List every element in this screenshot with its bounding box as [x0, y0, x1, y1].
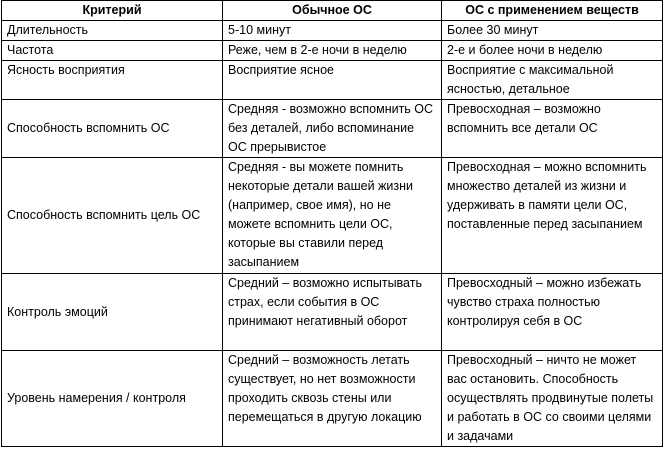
- normal-cell: Реже, чем в 2-е ночи в неделю: [223, 41, 442, 61]
- substance-cell: Превосходный – можно избежать чувство страха полностью контролируя себя в ОС: [442, 274, 663, 351]
- criterion-cell: Способность вспомнить цель ОС: [2, 158, 223, 274]
- substance-cell: Превосходный – ничто не может вас остановить. Способность осуществлять продвинутые полеты и работать в ОС со своими целями и задачами: [442, 351, 663, 447]
- criterion-cell: Уровень намерения / контроля: [2, 351, 223, 447]
- header-normal: Обычное ОС: [223, 1, 442, 21]
- header-substance: ОС с применением веществ: [442, 1, 663, 21]
- criterion-cell: Контроль эмоций: [2, 274, 223, 351]
- table-row: [2, 100, 663, 158]
- table-row: [2, 274, 663, 351]
- substance-cell: 2-е и более ночи в неделю: [442, 41, 663, 61]
- table-row: [2, 158, 663, 274]
- substance-cell: Восприятие с максимальной ясностью, детальное: [442, 61, 663, 100]
- comparison-table: [1, 0, 663, 447]
- substance-cell: Превосходная – возможно вспомнить все детали ОС: [442, 100, 663, 158]
- table-row: [2, 351, 663, 447]
- normal-cell: Восприятие ясное: [223, 61, 442, 100]
- table-row: [2, 61, 663, 100]
- table-row: [2, 41, 663, 61]
- criterion-cell: Способность вспомнить ОС: [2, 100, 223, 158]
- table-header-row: [2, 1, 663, 21]
- criterion-cell: Длительность: [2, 21, 223, 41]
- table-row: [2, 21, 663, 41]
- criterion-cell: Ясность восприятия: [2, 61, 223, 100]
- normal-cell: 5-10 минут: [223, 21, 442, 41]
- normal-cell: Средняя - вы можете помнить некоторые детали вашей жизни (например, свое имя), но не можете вспомнить цели ОС, которые вы ставили перед засыпанием: [223, 158, 442, 274]
- header-criterion: Критерий: [2, 1, 223, 21]
- substance-cell: Более 30 минут: [442, 21, 663, 41]
- normal-cell: Средний – возможность летать существует, но нет возможности проходить сквозь стены или перемещаться в другую локацию: [223, 351, 442, 447]
- normal-cell: Средняя - возможно вспомнить ОС без деталей, либо вспоминание ОС прерывистое: [223, 100, 442, 158]
- normal-cell: Средний – возможно испытывать страх, если события в ОС принимают негативный оборот: [223, 274, 442, 351]
- criterion-cell: Частота: [2, 41, 223, 61]
- substance-cell: Превосходная – можно вспомнить множество деталей из жизни и удерживать в памяти цели ОС, поставленные перед засыпанием: [442, 158, 663, 274]
